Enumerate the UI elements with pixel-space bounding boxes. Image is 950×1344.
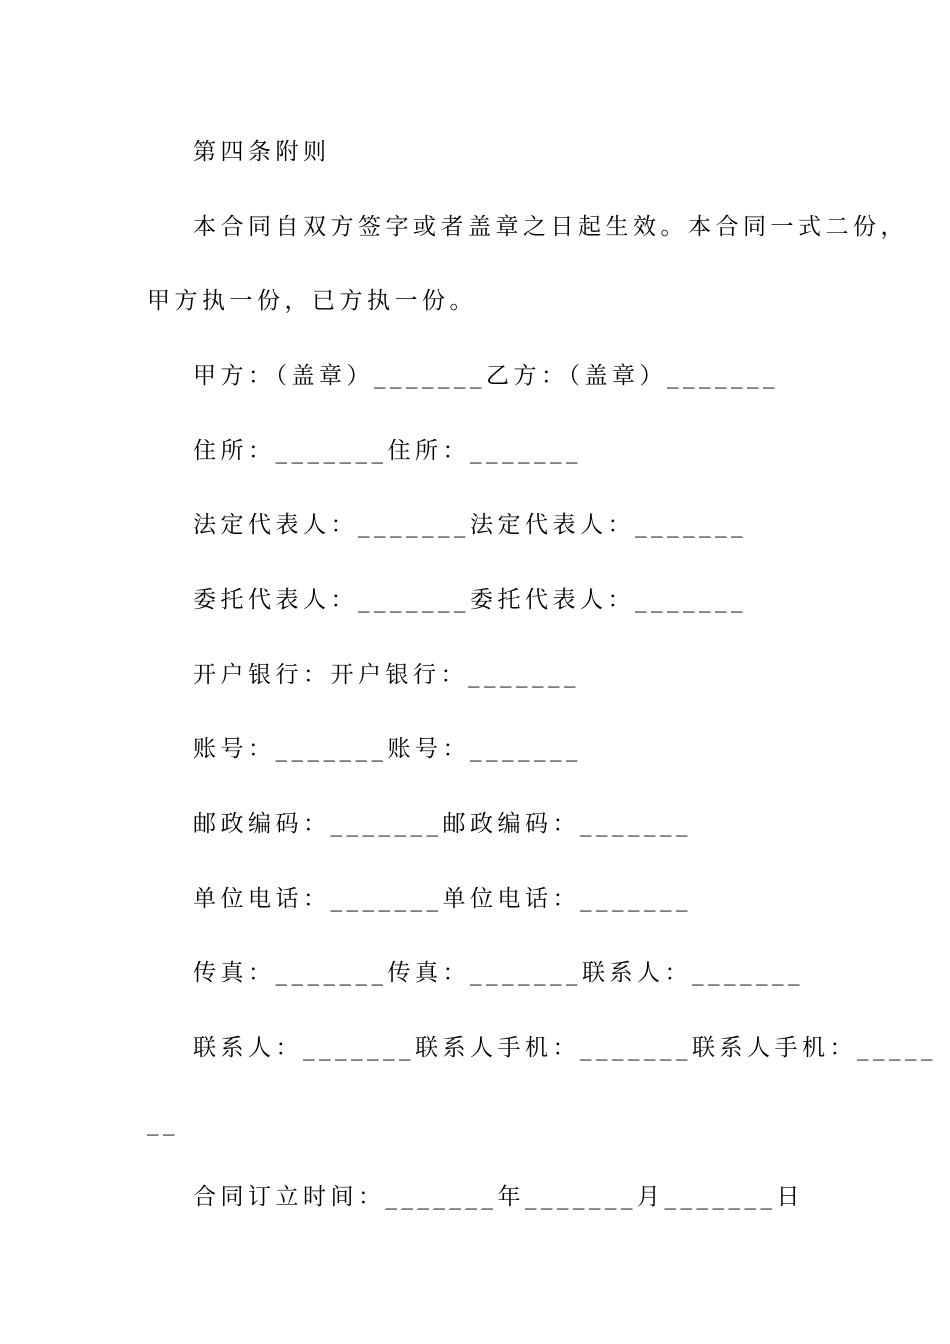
party-seal-line: 甲方：（盖章）_______乙方：（盖章）_______ [193,363,779,389]
contact-mobile-line: 联系人：_______联系人手机：_______联系人手机：_____ [193,1035,937,1061]
article-heading: 第四条附则 [193,139,331,165]
address-line: 住所：_______住所：_______ [193,438,582,464]
legal-representative-line: 法定代表人：_______法定代表人：_______ [193,512,747,538]
contract-date-line: 合同订立时间：_______年_______月_______日 [193,1184,804,1210]
authorized-representative-line: 委托代表人：_______委托代表人：_______ [193,587,747,613]
clause-text-line-2: 甲方执一份，已方执一份。 [147,288,477,314]
clause-text-line-1: 本合同自双方签字或者盖章之日起生效。本合同一式二份， [193,214,908,240]
postal-code-line: 邮政编码：_______邮政编码：_______ [193,811,692,837]
fax-contact-line: 传真：_______传真：_______联系人：_______ [193,960,804,986]
account-number-line: 账号：_______账号：_______ [193,736,582,762]
office-phone-line: 单位电话：_______单位电话：_______ [193,886,692,912]
bank-line: 开户银行：开户银行：_______ [193,662,580,688]
contact-mobile-line-continued: __ [147,1110,179,1136]
